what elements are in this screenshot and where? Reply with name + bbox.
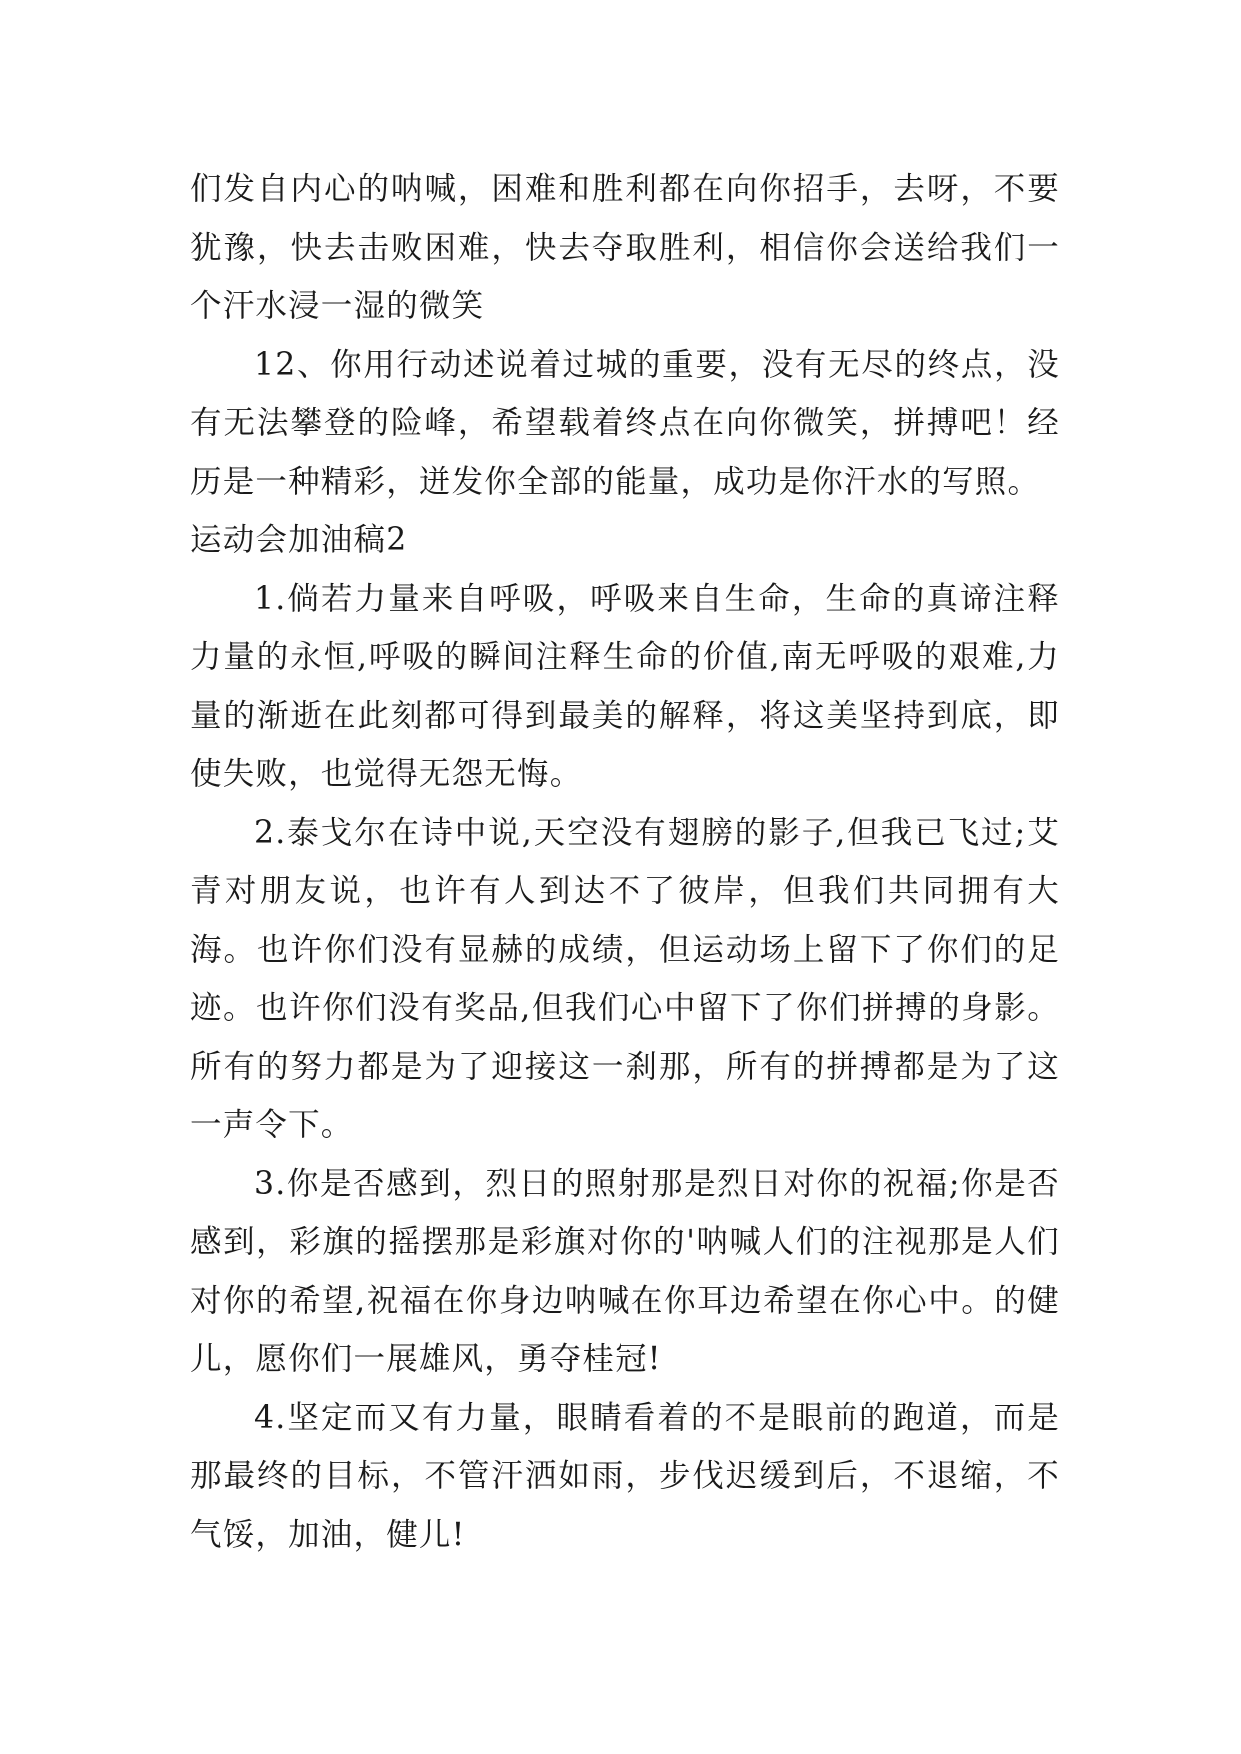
paragraph-item-2: 2.泰戈尔在诗中说,天空没有翅膀的影子,但我已飞过;艾青对朋友说，也许有人到达不了彼岸，但我们共同拥有大海。也许你们没有显赫的成绩，但运动场上留下了你们的足迹。也许你们没有奖品,但我们心中留下了你们拼搏的身影。所有的努力都是为了迎接这一刹那，所有的拼搏都是为了这一声令下。: [190, 814, 1060, 1143]
paragraph-item-12: 12、你用行动述说着过城的重要，没有无尽的终点，没有无法攀登的险峰，希望载着终点在向你微笑，拼搏吧！经历是一种精彩，迸发你全部的能量，成功是你汗水的写照。: [190, 346, 1060, 500]
paragraph-item-1: 1.倘若力量来自呼吸，呼吸来自生命，生命的真谛注释力量的永恒,呼吸的瞬间注释生命的价值,南无呼吸的艰难,力量的渐逝在此刻都可得到最美的解释，将这美坚持到底，即使失败，也觉得无怨无悔。: [190, 580, 1060, 792]
paragraph-item-3: 3.你是否感到，烈日的照射那是烈日对你的祝福;你是否感到，彩旗的摇摆那是彩旗对你的'呐喊人们的注视那是人们对你的希望,祝福在你身边呐喊在你耳边希望在你心中。的健儿，愿你们一展雄风，勇夺桂冠!: [190, 1165, 1060, 1377]
paragraph-continued: 们发自内心的呐喊，困难和胜利都在向你招手，去呀，不要犹豫，快去击败困难，快去夺取胜利，相信你会送给我们一个汗水浸一湿的微笑: [190, 171, 1060, 324]
document-body: [190, 160, 1060, 1564]
paragraph-item-4: 4.坚定而又有力量，眼睛看着的不是眼前的跑道，而是那最终的目标，不管汗洒如雨，步伐迟缓到后，不退缩，不气馁，加油，健儿!: [190, 1399, 1060, 1553]
section-heading: 运动会加油稿2: [190, 522, 408, 558]
